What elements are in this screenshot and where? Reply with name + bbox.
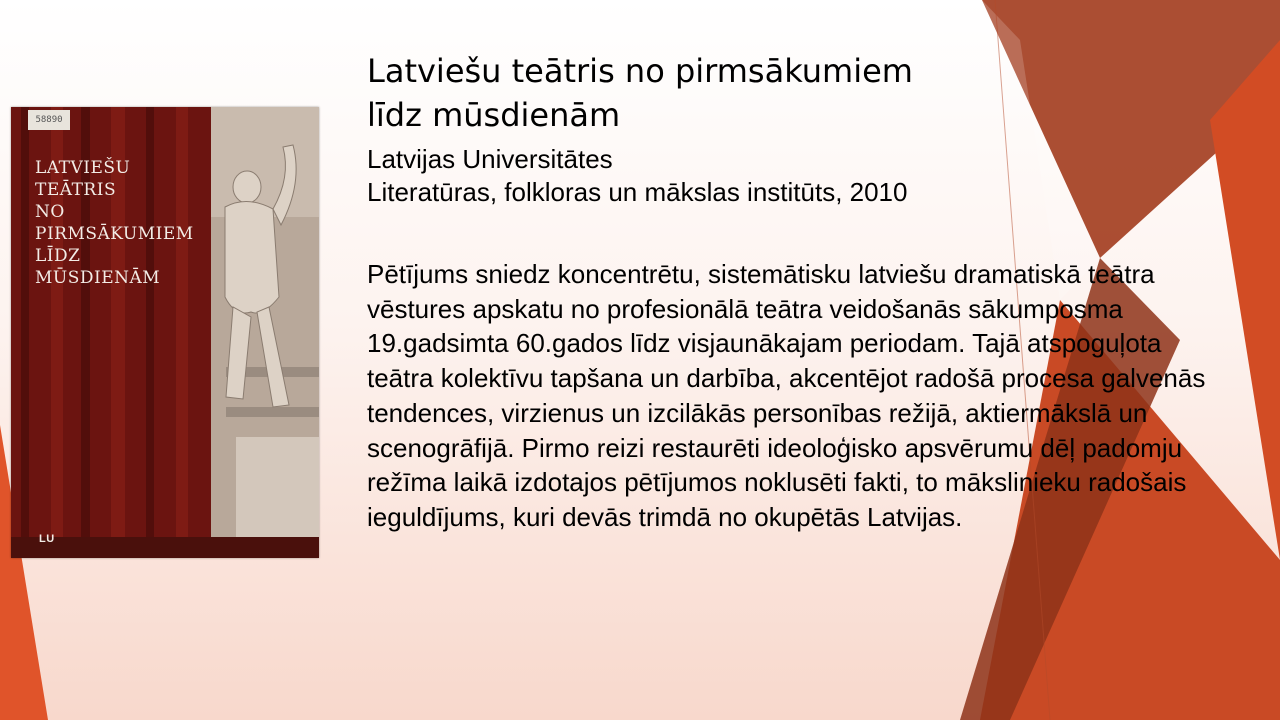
library-label: 58890 bbox=[28, 110, 70, 130]
publisher-line-2: Literatūras, folkloras un mākslas institūts, 2010 bbox=[367, 177, 908, 207]
publisher-block bbox=[367, 143, 907, 209]
cover-publisher-mark: LU bbox=[39, 533, 55, 545]
slide-title: Latviešu teātris no pirmsākumiem līdz mūsdienām bbox=[367, 52, 913, 134]
book-cover-image bbox=[11, 107, 319, 558]
cover-title: LATVIEŠU TEĀTRIS NO PIRMSĀKUMIEM LĪDZ MŪSDIENĀM bbox=[35, 158, 194, 288]
publisher-line-1: Latvijas Universitātes bbox=[367, 144, 613, 174]
description-text: Pētījums sniedz koncentrētu, sistemātisku latviešu dramatiskā teātra vēstures apskatu no profesionālā teātra veidošanās sākumposma 19.gadsimta 60.gados līdz visjaunākajam periodam. Tajā atspoguļota teātra kolektīvu tapšana un darbība, akcentējot radošā procesa galvenās tendences, virzienus un izcilākās personības režijā, aktiermākslā un scenogrāfijā. Pirmo reizi restaurēti ideoloģisko apsvērumu dēļ padomju režīma laikā izdotajos pētījumos noklusēti fakti, to mākslinieku radošais ieguldījums, kuri devās trimdā no okupētās Latvijas. bbox=[367, 259, 1206, 532]
